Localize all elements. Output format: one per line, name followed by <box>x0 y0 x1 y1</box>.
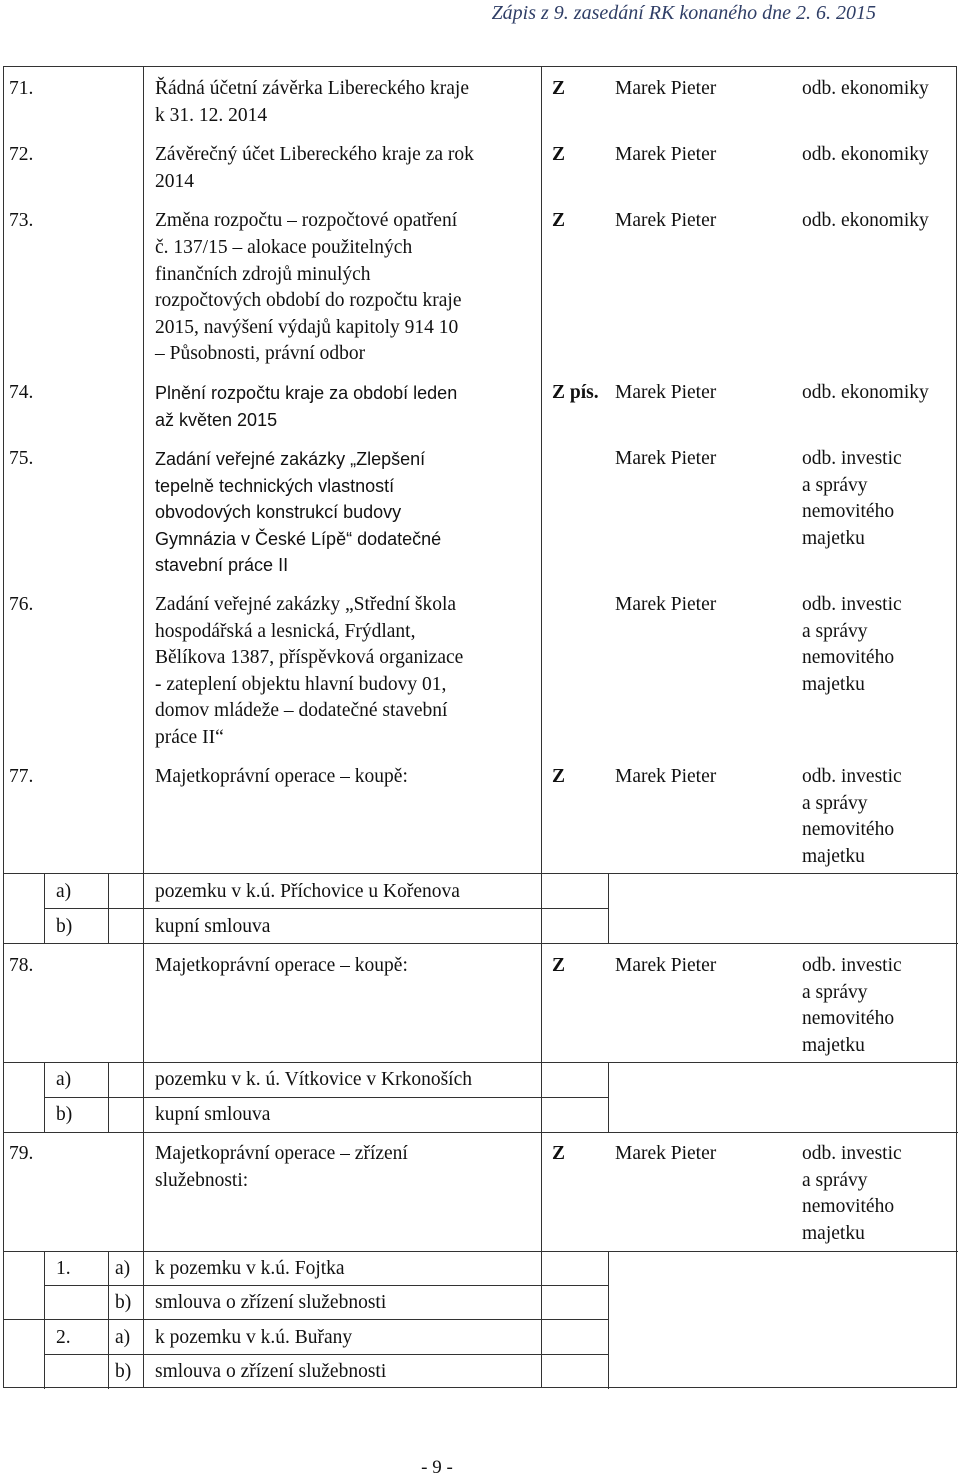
sub77-divider-c <box>608 873 609 943</box>
item-title-line: - zateplení objektu hlavní budovy 01, <box>155 674 447 695</box>
item-title-line: Změna rozpočtu – rozpočtové opatření <box>155 210 458 231</box>
row-divider <box>4 1062 958 1063</box>
row-divider <box>44 1285 608 1286</box>
item-person: Marek Pieter <box>615 955 717 976</box>
row-divider <box>44 1097 608 1098</box>
item-mark: Z <box>552 144 566 165</box>
item-number: 77. <box>9 766 34 787</box>
item-title-line: tepelně technických vlastností <box>155 476 395 496</box>
item-title-line: Řádná účetní závěrka Libereckého kraje <box>155 78 469 99</box>
item-title-line: Bělíkova 1387, příspěvková organizace <box>155 647 464 668</box>
item-title-line: finančních zdrojů minulých <box>155 264 371 285</box>
row-divider <box>4 1132 958 1133</box>
item-title-line: Majetkoprávní operace – koupě: <box>155 766 408 787</box>
item-mark: Z <box>552 766 566 787</box>
item-dept: a správy <box>802 1170 868 1191</box>
item-title-line: Zadání veřejné zakázky „Střední škola <box>155 594 457 615</box>
item-number: 72. <box>9 144 34 165</box>
item-dept: majetku <box>802 1035 865 1056</box>
sub-text: pozemku v k.ú. Příchovice u Kořenova <box>155 881 460 902</box>
sub-label: b) <box>115 1361 132 1382</box>
item-title-line: č. 137/15 – alokace použitelných <box>155 237 413 258</box>
col-divider-responsible <box>541 67 542 1387</box>
item-title-line: domov mládeže – dodatečné stavební <box>155 700 448 721</box>
item-number: 79. <box>9 1143 34 1164</box>
item-person: Marek Pieter <box>615 210 717 231</box>
sub79-divider-b <box>108 1251 109 1389</box>
item-dept: odb. ekonomiky <box>802 210 929 231</box>
item-title-line: Plnění rozpočtu kraje za období leden <box>155 383 458 403</box>
item-title-line: rozpočtových období do rozpočtu kraje <box>155 290 462 311</box>
item-dept: a správy <box>802 621 868 642</box>
item-title-line: obvodových konstrukcí budovy <box>155 502 402 522</box>
item-title-line: Majetkoprávní operace – koupě: <box>155 955 408 976</box>
item-person: Marek Pieter <box>615 382 717 403</box>
row-divider <box>4 1251 958 1252</box>
row-divider <box>4 873 958 874</box>
item-dept: odb. ekonomiky <box>802 382 929 403</box>
col-divider-title <box>143 67 144 1387</box>
sub-text: kupní smlouva <box>155 1104 271 1125</box>
item-mark: Z <box>552 78 566 99</box>
item-dept: nemovitého <box>802 819 895 840</box>
item-number: 75. <box>9 448 34 469</box>
sub78-divider-c <box>608 1062 609 1132</box>
item-person: Marek Pieter <box>615 144 717 165</box>
item-dept: a správy <box>802 982 868 1003</box>
sub79-divider-a <box>44 1251 45 1389</box>
sub-label: a) <box>115 1258 131 1279</box>
item-title-line: Zadání veřejné zakázky „Zlepšení <box>155 449 426 469</box>
row-divider <box>44 908 608 909</box>
sub-text: kupní smlouva <box>155 916 271 937</box>
item-dept: a správy <box>802 793 868 814</box>
item-dept: odb. ekonomiky <box>802 144 929 165</box>
item-mark: Z pís. <box>552 382 599 403</box>
sub-label: b) <box>56 916 73 937</box>
item-title-line: Gymnázia v České Lípě“ dodatečné <box>155 529 442 549</box>
item-number: 76. <box>9 594 34 615</box>
item-dept: odb. investic <box>802 448 902 469</box>
item-person: Marek Pieter <box>615 1143 717 1164</box>
item-mark: Z <box>552 210 566 231</box>
row-divider <box>4 1319 608 1320</box>
item-dept: odb. investic <box>802 1143 902 1164</box>
sub79-divider-c <box>608 1251 609 1389</box>
item-person: Marek Pieter <box>615 766 717 787</box>
item-title-line: Závěrečný účet Libereckého kraje za rok <box>155 144 474 165</box>
page-header: Zápis z 9. zasedání RK konaného dne 2. 6. 2015 <box>491 2 876 24</box>
item-dept: majetku <box>802 1223 865 1244</box>
row-divider <box>44 1354 608 1355</box>
item-dept: majetku <box>802 528 865 549</box>
page-number: - 9 - <box>421 1457 453 1478</box>
item-title-line: služebnosti: <box>155 1170 249 1191</box>
item-dept: nemovitého <box>802 1008 895 1029</box>
item-dept: odb. investic <box>802 594 902 615</box>
sub-label: a) <box>56 1069 72 1090</box>
item-dept: odb. investic <box>802 766 902 787</box>
sub-label: b) <box>115 1292 132 1313</box>
item-title-line: 2015, navýšení výdajů kapitoly 914 10 <box>155 317 459 338</box>
item-person: Marek Pieter <box>615 78 717 99</box>
item-title-line: 2014 <box>155 171 194 192</box>
item-title-line: stavební práce II <box>155 555 289 575</box>
sub-number: 1. <box>56 1258 71 1279</box>
item-title-line: hospodářská a lesnická, Frýdlant, <box>155 621 416 642</box>
item-mark: Z <box>552 1143 566 1164</box>
item-title-line: – Působnosti, právní odbor <box>155 343 366 364</box>
item-dept: nemovitého <box>802 1196 895 1217</box>
item-title-line: práce II“ <box>155 727 224 748</box>
sub-number: 2. <box>56 1327 71 1348</box>
item-number: 73. <box>9 210 34 231</box>
item-dept: nemovitého <box>802 647 895 668</box>
item-person: Marek Pieter <box>615 448 717 469</box>
item-dept: odb. investic <box>802 955 902 976</box>
item-number: 78. <box>9 955 34 976</box>
item-dept: majetku <box>802 846 865 867</box>
item-mark: Z <box>552 955 566 976</box>
item-person: Marek Pieter <box>615 594 717 615</box>
item-dept: a správy <box>802 475 868 496</box>
sub-label: a) <box>56 881 72 902</box>
sub-text: smlouva o zřízení služebnosti <box>155 1292 387 1313</box>
sub-text: k pozemku v k.ú. Fojtka <box>155 1258 345 1279</box>
sub-text: pozemku v k. ú. Vítkovice v Krkonoších <box>155 1069 473 1090</box>
item-dept: nemovitého <box>802 501 895 522</box>
item-title-line: Majetkoprávní operace – zřízení <box>155 1143 408 1164</box>
item-title-line: k 31. 12. 2014 <box>155 105 268 126</box>
sub-label: a) <box>115 1327 131 1348</box>
item-number: 71. <box>9 78 34 99</box>
item-number: 74. <box>9 382 34 403</box>
sub-text: smlouva o zřízení služebnosti <box>155 1361 387 1382</box>
item-dept: majetku <box>802 674 865 695</box>
row-divider <box>4 943 958 944</box>
sub-label: b) <box>56 1104 73 1125</box>
sub-text: k pozemku v k.ú. Buřany <box>155 1327 353 1348</box>
item-dept: odb. ekonomiky <box>802 78 929 99</box>
item-title-line: až květen 2015 <box>155 410 278 430</box>
